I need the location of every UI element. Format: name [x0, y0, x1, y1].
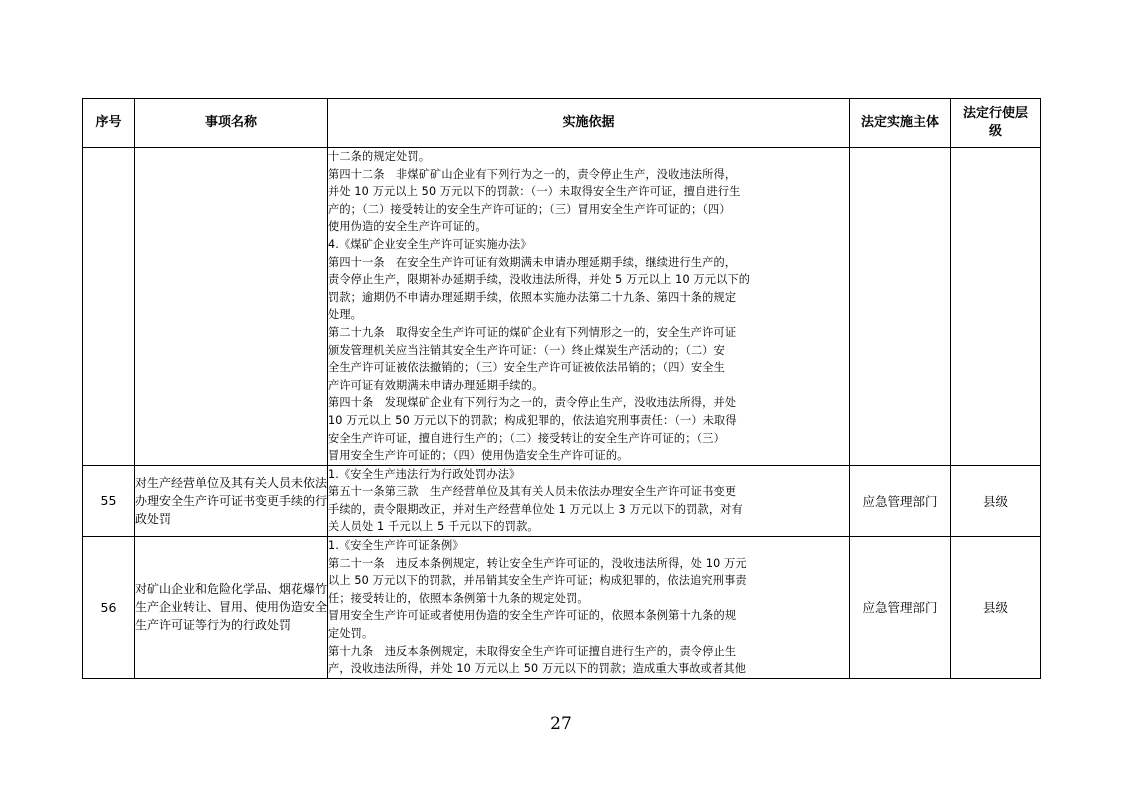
- basis-line: 冒用安全生产许可证或者使用伪造的安全生产许可证的，依照本条例第十九条的规: [328, 609, 737, 623]
- exercise-level: 县级: [951, 537, 1041, 679]
- basis-line: 冒用安全生产许可证的；（四）使用伪造安全生产许可证的。: [328, 449, 629, 463]
- basis-line: 1.《安全生产违法行为行政处罚办法》: [328, 467, 521, 481]
- implementation-basis: [328, 465, 850, 536]
- header-level: 法定行使层级: [951, 99, 1041, 148]
- implementing-body: 应急管理部门: [850, 537, 951, 679]
- basis-line: 定处罚。: [328, 627, 374, 641]
- header-basis: 实施依据: [328, 99, 850, 148]
- table-row: [83, 148, 1041, 466]
- basis-line: 产的；（二）接受转让的安全生产许可证的；（三）冒用安全生产许可证的；（四）: [328, 202, 731, 216]
- exercise-level: 县级: [951, 465, 1041, 536]
- table-row: [83, 465, 1041, 536]
- row-number: 56: [83, 537, 135, 679]
- basis-line: 第二十九条 取得安全生产许可证的煤矿企业有下列情形之一的，安全生产许可证: [328, 325, 737, 339]
- basis-line: 任；接受转让的，依照本条例第十九条的规定处罚。: [328, 591, 589, 605]
- header-body: 法定实施主体: [850, 99, 951, 148]
- basis-line: 第十九条 违反本条例规定，未取得安全生产许可证擅自进行生产的，责令停止生: [328, 644, 737, 658]
- implementation-basis: [328, 537, 850, 679]
- basis-line: 颁发管理机关应当注销其安全生产许可证：（一）终止煤炭生产活动的；（二）安: [328, 343, 725, 357]
- basis-line: 关人员处 1 千元以上 5 千元以下的罚款。: [328, 520, 539, 534]
- basis-line: 4.《煤矿企业安全生产许可证实施办法》: [328, 237, 532, 251]
- basis-line: 10 万元以上 50 万元以下的罚款；构成犯罪的，依法追究刑事责任：（一）未取得: [328, 413, 737, 427]
- basis-line: 第四十一条 在安全生产许可证有效期满未申请办理延期手续，继续进行生产的，: [328, 255, 737, 269]
- item-name: 对生产经营单位及其有关人员未依法办理安全生产许可证书变更手续的行政处罚: [135, 465, 328, 536]
- basis-line: 使用伪造的安全生产许可证的。: [328, 220, 487, 234]
- basis-line: 十二条的规定处罚。: [328, 150, 431, 163]
- basis-line: 手续的，责令限期改正，并对生产经营单位处 1 万元以上 3 万元以下的罚款，对有: [328, 502, 743, 516]
- implementing-body: 应急管理部门: [850, 465, 951, 536]
- basis-line: 第四十条 发现煤矿企业有下列行为之一的，责令停止生产，没收违法所得，并处: [328, 396, 737, 410]
- basis-line: 第二十一条 违反本条例规定，转让安全生产许可证的，没收违法所得，处 10 万元: [328, 556, 747, 570]
- basis-line: 产许可证有效期满未申请办理延期手续的。: [328, 378, 544, 392]
- basis-line: 产，没收违法所得，并处 10 万元以上 50 万元以下的罚款；造成重大事故或者其他: [328, 662, 747, 676]
- basis-line: 并处 10 万元以上 50 万元以下的罚款：（一）未取得安全生产许可证，擅自进行生: [328, 185, 741, 199]
- basis-line: 处理。: [328, 308, 363, 322]
- header-name: 事项名称: [135, 99, 328, 148]
- basis-line: 第四十二条 非煤矿矿山企业有下列行为之一的，责令停止生产，没收违法所得，: [328, 167, 737, 181]
- row-number: [83, 148, 135, 466]
- table-header-row: [83, 99, 1041, 148]
- basis-line: 1.《安全生产许可证条例》: [328, 539, 464, 553]
- regulation-table: [82, 98, 1041, 679]
- basis-line: 安全生产许可证，擅自进行生产的；（二）接受转让的安全生产许可证的；（三）: [328, 431, 725, 445]
- implementation-basis: [328, 148, 850, 466]
- basis-line: 罚款；逾期仍不申请办理延期手续，依照本实施办法第二十九条、第四十条的规定: [328, 290, 737, 304]
- item-name: 对矿山企业和危险化学品、烟花爆竹生产企业转让、冒用、使用伪造安全生产许可证等行为的行政处罚: [135, 537, 328, 679]
- exercise-level: [951, 148, 1041, 466]
- table-row: [83, 537, 1041, 679]
- basis-line: 第五十一条第三款 生产经营单位及其有关人员未依法办理安全生产许可证书变更: [328, 485, 737, 499]
- basis-line: 以上 50 万元以下的罚款，并吊销其安全生产许可证；构成犯罪的，依法追究刑事责: [328, 574, 747, 588]
- header-no: 序号: [83, 99, 135, 148]
- implementing-body: [850, 148, 951, 466]
- page-number: 27: [550, 714, 572, 734]
- row-number: 55: [83, 465, 135, 536]
- basis-line: 全生产许可证被依法撤销的；（三）安全生产许可证被依法吊销的；（四）安全生: [328, 361, 725, 375]
- basis-line: 责令停止生产，限期补办延期手续，没收违法所得，并处 5 万元以上 10 万元以下的: [328, 273, 751, 287]
- item-name: [135, 148, 328, 466]
